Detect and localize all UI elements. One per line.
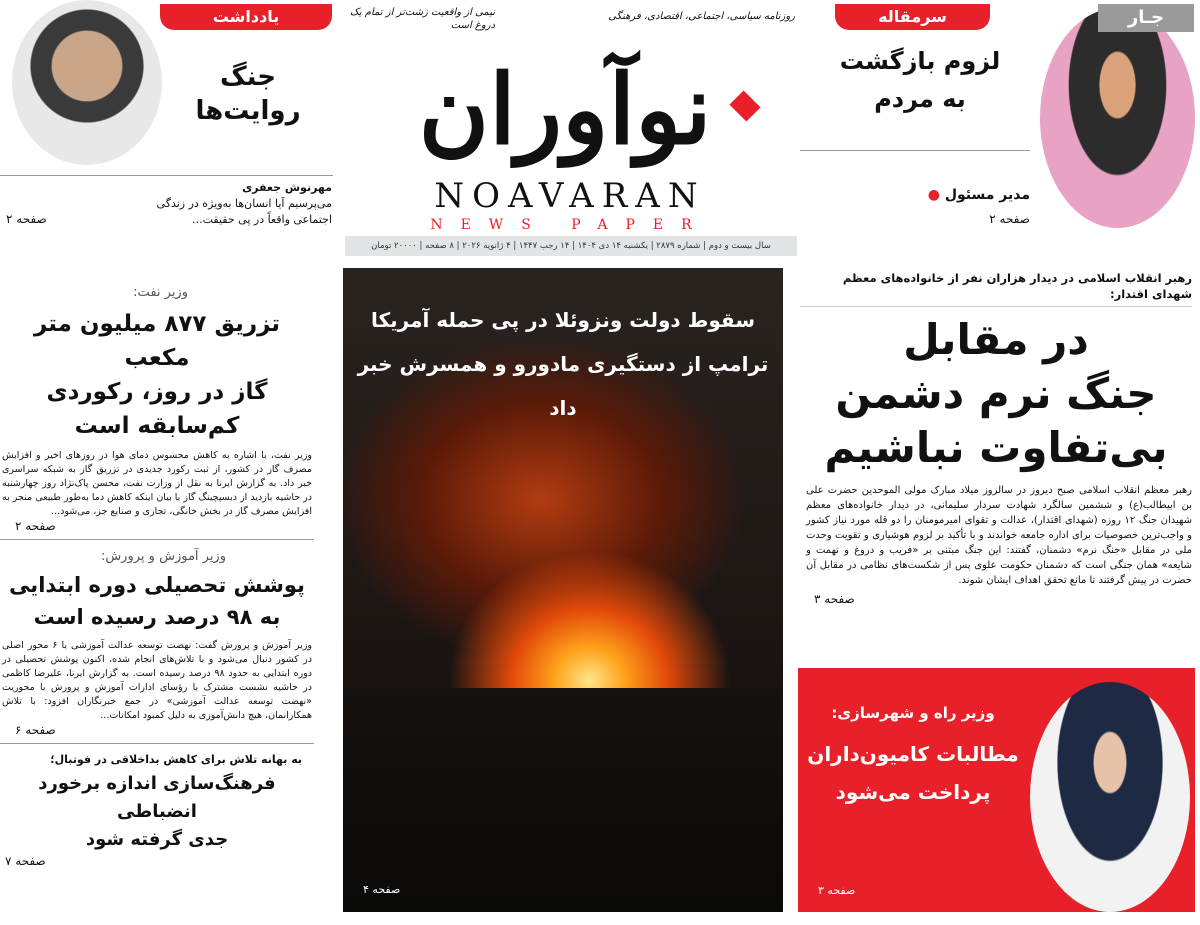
left-kicker: وزیر نفت: [133, 285, 188, 300]
left-body: وزیر نفت، با اشاره به کاهش محسوس دمای هوا در روزهای اخیر و افزایش مصرف گاز در کشور، از ثبت رکورد جدیدی در تزریق گاز به شبکه سراسری خبر داد. به گزارش ایرنا به نقل از وزارت نفت، محسن پاک‌نژاد روز چهارشنبه در حاشیه بازدید از دیسپچینگ گاز با بیان اینکه کاهش دما به‌طور طبیعی منجر به افزایش مصرف گاز در بخش خانگی، تجاری و صنایع جز، می‌شود... [2, 450, 312, 517]
editorial-page[interactable]: صفحه ۲ [989, 212, 1030, 226]
bullet-icon: ● [927, 187, 940, 203]
logo-en: NOAVARAN [434, 176, 706, 216]
note-label: یادداشت [160, 4, 332, 30]
divider [800, 150, 1030, 151]
left-kicker: وزیر آموزش و پرورش: [100, 549, 226, 564]
note-title-line: روایت‌ها [195, 96, 301, 126]
red-box [798, 668, 1195, 912]
note-title [168, 60, 328, 128]
left-headline-line: فرهنگ‌سازی اندازه برخورد انضباطی [38, 773, 276, 822]
divider [0, 743, 314, 744]
logo-dot [729, 90, 760, 121]
left-page[interactable]: صفحه ۶ [15, 723, 56, 737]
logo-tagline: NEWS PAPER [430, 217, 710, 233]
editorial-author-name: مدیر مسئول [944, 187, 1030, 203]
left-headline-line: گاز در روز، رکوردی [46, 379, 268, 405]
lead-page[interactable]: صفحه ۳ [814, 592, 855, 606]
center-headline: ترامپ از دستگیری مادورو و همسرش خبر داد [357, 352, 769, 420]
red-box-kicker: وزیر راه و شهرسازی: [831, 704, 995, 722]
dateline: سال بیست و دوم | شماره ۲۸۷۹ | یکشنبه ۱۴ دی ۱۴۰۴ | ۱۴ رجب ۱۴۴۷ | ۴ ژانویه ۲۰۲۶ | ۸ صفحه | ۲۰۰۰۰ تومان [345, 236, 797, 256]
editorial-author [840, 186, 1030, 204]
center-headline: سقوط دولت ونزوئلا در پی حمله آمریکا [370, 308, 755, 332]
red-box-page[interactable]: صفحه ۳ [818, 884, 856, 897]
left-page[interactable]: صفحه ۲ [15, 519, 56, 533]
red-box-headline: مطالبات کامیون‌داران [807, 742, 1019, 766]
editorial-photo [1040, 8, 1195, 228]
lead-headline-line: بی‌تفاوت نباشیم [824, 423, 1168, 472]
masthead-motto: نیمی از واقعیت زشت‌تر از تمام یک دروغ است [349, 7, 495, 31]
left-headline [0, 307, 314, 443]
editorial-label: سرمقاله [835, 4, 990, 30]
editorial-title-line: به مردم [874, 85, 966, 113]
left-headline [0, 569, 314, 633]
badge: جـار [1098, 4, 1194, 32]
editorial-title [805, 42, 1035, 118]
lead-column [800, 270, 1192, 664]
note-title-line: جنگ [220, 62, 276, 92]
editorial-title-line: لزوم بازگشت [839, 47, 1001, 75]
left-headline-line: تزریق ۸۷۷ میلیون متر مکعب [33, 311, 281, 371]
left-kicker: به بهانه تلاش برای کاهش بداخلاقی در فوتبال؛ [50, 753, 302, 766]
lead-headline-line: جنگ نرم دشمن [835, 369, 1157, 418]
center-photo [343, 268, 783, 912]
note-page[interactable]: صفحه ۲ [6, 212, 47, 226]
left-page[interactable]: صفحه ۷ [5, 854, 46, 868]
author-photo [12, 0, 162, 165]
left-headline-line: به ۹۸ درصد رسیده است [33, 605, 281, 629]
left-headline-line: جدی گرفته شود [85, 829, 229, 850]
left-column [0, 284, 314, 920]
note-excerpt: می‌پرسیم آیا انسان‌ها به‌ویژه در زندگی [156, 197, 332, 210]
divider [0, 175, 333, 176]
left-headline-line: پوشش تحصیلی دوره ابتدایی [9, 573, 305, 597]
minister-photo [1030, 682, 1190, 912]
lead-body: رهبر معظم انقلاب اسلامی صبح دیروز در سالروز میلاد مبارک مولی الموحدین حضرت علی بن ابیطالب(ع) و ششمین سالگرد شهادت سردار سلیمانی، در دیدار خانواده‌های معظم شهیدان جنگ ۱۲ روزه (شهدای اقتدار)، عدالت و تقوای امیرمومنان را دو قله مورد نیاز کشور و واجب‌ترین خصوصیات برای اداره جامعه خواندند و با تأکید بر لزوم هوشیاری و تقویت وحدت ملی در مقابل «جنگ نرم» دشمنان، گفتند: این جنگ مبتنی بر «فریب و دروغ و تهمت و شایعه» همان جنگی است که دشمنان حکومت علوی پس از شکست‌های نظامی در مقابل آن حضرت در پیش گرفتند تا مانع تحقق اهداف ایشان شوند. [806, 485, 1192, 586]
left-body: وزیر آموزش و پرورش گفت: نهضت توسعه عدالت آموزشی با ۶ محور اصلی در کشور دنبال می‌شود و با تلاش‌های انجام شده، اکنون پوشش تحصیلی در دوره ابتدایی به حدود ۹۸ درصد رسیده است. به گزارش ایرنا، علیرضا کاظمی در حاشیه نشست مشترک با رؤسای ادارات آموزش و پرورش با محوریت «نهضت توسعه عدالت آموزشی» در جمع خبرنگاران افزود: با تلاش همکارانمان، هیچ دانش‌آموزی به دلیل کمبود امکانات... [2, 640, 312, 721]
note-excerpt: اجتماعی واقعاً در پی حقیقت... [192, 213, 332, 226]
red-box-headline: پرداخت می‌شود [835, 780, 991, 804]
lead-headline [800, 313, 1192, 475]
lead-headline-line: در مقابل [903, 315, 1089, 364]
divider [0, 539, 314, 540]
logo-text: نوآوران [418, 53, 712, 166]
city-silhouette [343, 688, 783, 912]
left-headline-line: کم‌سابقه است [74, 413, 240, 439]
center-page[interactable]: صفحه ۴ [363, 883, 401, 896]
logo [345, 44, 785, 176]
lead-kicker: رهبر انقلاب اسلامی در دیدار هزاران نفر از خانواده‌های معظم شهدای اقتدار: [800, 270, 1192, 307]
left-headline [0, 770, 314, 854]
masthead-descriptor: روزنامه سیاسی، اجتماعی، اقتصادی، فرهنگی [608, 11, 795, 22]
note-author: مهرنوش جعفری [242, 181, 332, 194]
